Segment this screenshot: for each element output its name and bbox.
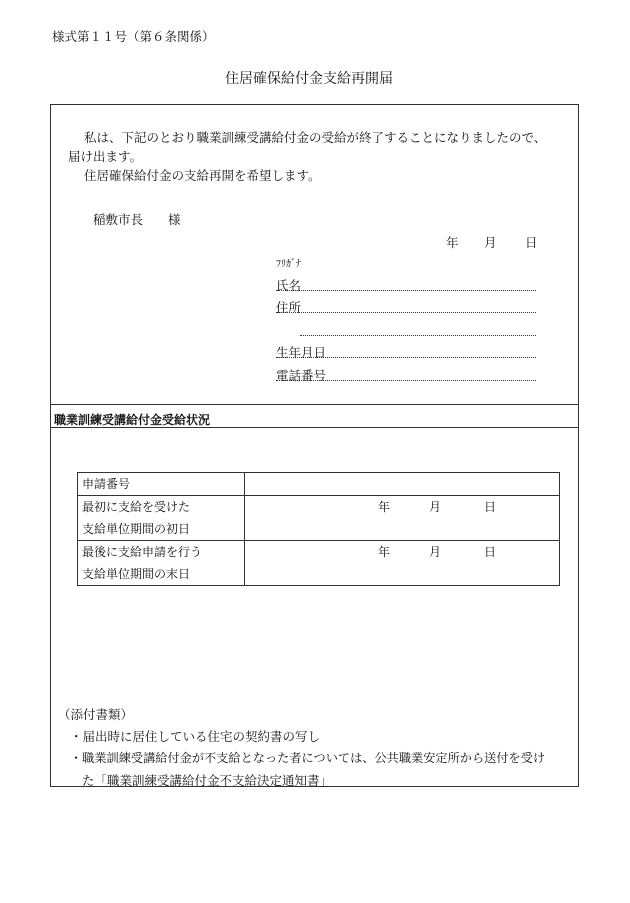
address-label: 住所 xyxy=(276,300,302,315)
birthdate-label: 生年月日 xyxy=(276,345,327,360)
first-period-month: 月 xyxy=(429,500,442,514)
table-row xyxy=(78,473,560,496)
last-period-day: 日 xyxy=(484,545,497,559)
first-period-year: 年 xyxy=(378,500,391,514)
body-line-1: 私は、下記のとおり職業訓練受講給付金の受給が終了することになりましたので、 xyxy=(84,130,547,145)
body-line-2: 届け出ます。 xyxy=(68,149,143,164)
form-number: 様式第１１号（第６条関係） xyxy=(52,29,215,44)
benefit-status-table xyxy=(77,472,560,586)
section-divider-bottom xyxy=(50,427,579,428)
form-frame xyxy=(50,104,579,787)
first-period-day: 日 xyxy=(484,500,497,514)
attachment-item-1: ・届出時に居住している住宅の契約書の写し xyxy=(70,729,321,744)
date-month-label: 月 xyxy=(484,235,497,250)
phone-field[interactable] xyxy=(276,380,536,381)
birthdate-field[interactable] xyxy=(276,357,536,358)
phone-label: 電話番号 xyxy=(276,368,327,383)
application-number-label: 申請番号 xyxy=(78,473,245,496)
first-period-label: 最初に支給を受けた 支給単位期間の初日 xyxy=(78,496,245,541)
last-period-year: 年 xyxy=(378,545,391,559)
table-row xyxy=(78,496,560,541)
section-title: 職業訓練受講給付金受給状況 xyxy=(54,413,211,427)
first-period-date-field[interactable] xyxy=(245,496,560,541)
body-line-3: 住居確保給付金の支給再開を希望します。 xyxy=(84,168,321,183)
attachment-item-2-line-1: ・職業訓練受講給付金が不支給となった者については、公共職業安定所から送付を受け xyxy=(70,751,546,765)
attachment-item-2-line-2: た「職業訓練受講給付金不支給決定通知書」 xyxy=(82,773,333,788)
date-year-label: 年 xyxy=(446,235,459,250)
last-period-month: 月 xyxy=(429,545,442,559)
attachments-heading: （添付書類） xyxy=(58,707,134,722)
address-field-line-2[interactable] xyxy=(300,335,536,336)
name-label: 氏名 xyxy=(276,278,302,293)
date-day-label: 日 xyxy=(525,235,538,250)
last-period-date-field[interactable] xyxy=(245,541,560,586)
application-number-field[interactable] xyxy=(245,473,560,496)
document-title: 住居確保給付金支給再開届 xyxy=(225,71,393,87)
name-field[interactable] xyxy=(276,290,536,291)
furigana-label: ﾌﾘｶﾞﾅ xyxy=(276,259,301,270)
address-field-line-1[interactable] xyxy=(276,312,536,313)
last-period-label: 最後に支給申請を行う 支給単位期間の末日 xyxy=(78,541,245,586)
section-divider-top xyxy=(50,404,579,405)
addressee: 稲敷市長 様 xyxy=(93,212,181,227)
table-row xyxy=(78,541,560,586)
